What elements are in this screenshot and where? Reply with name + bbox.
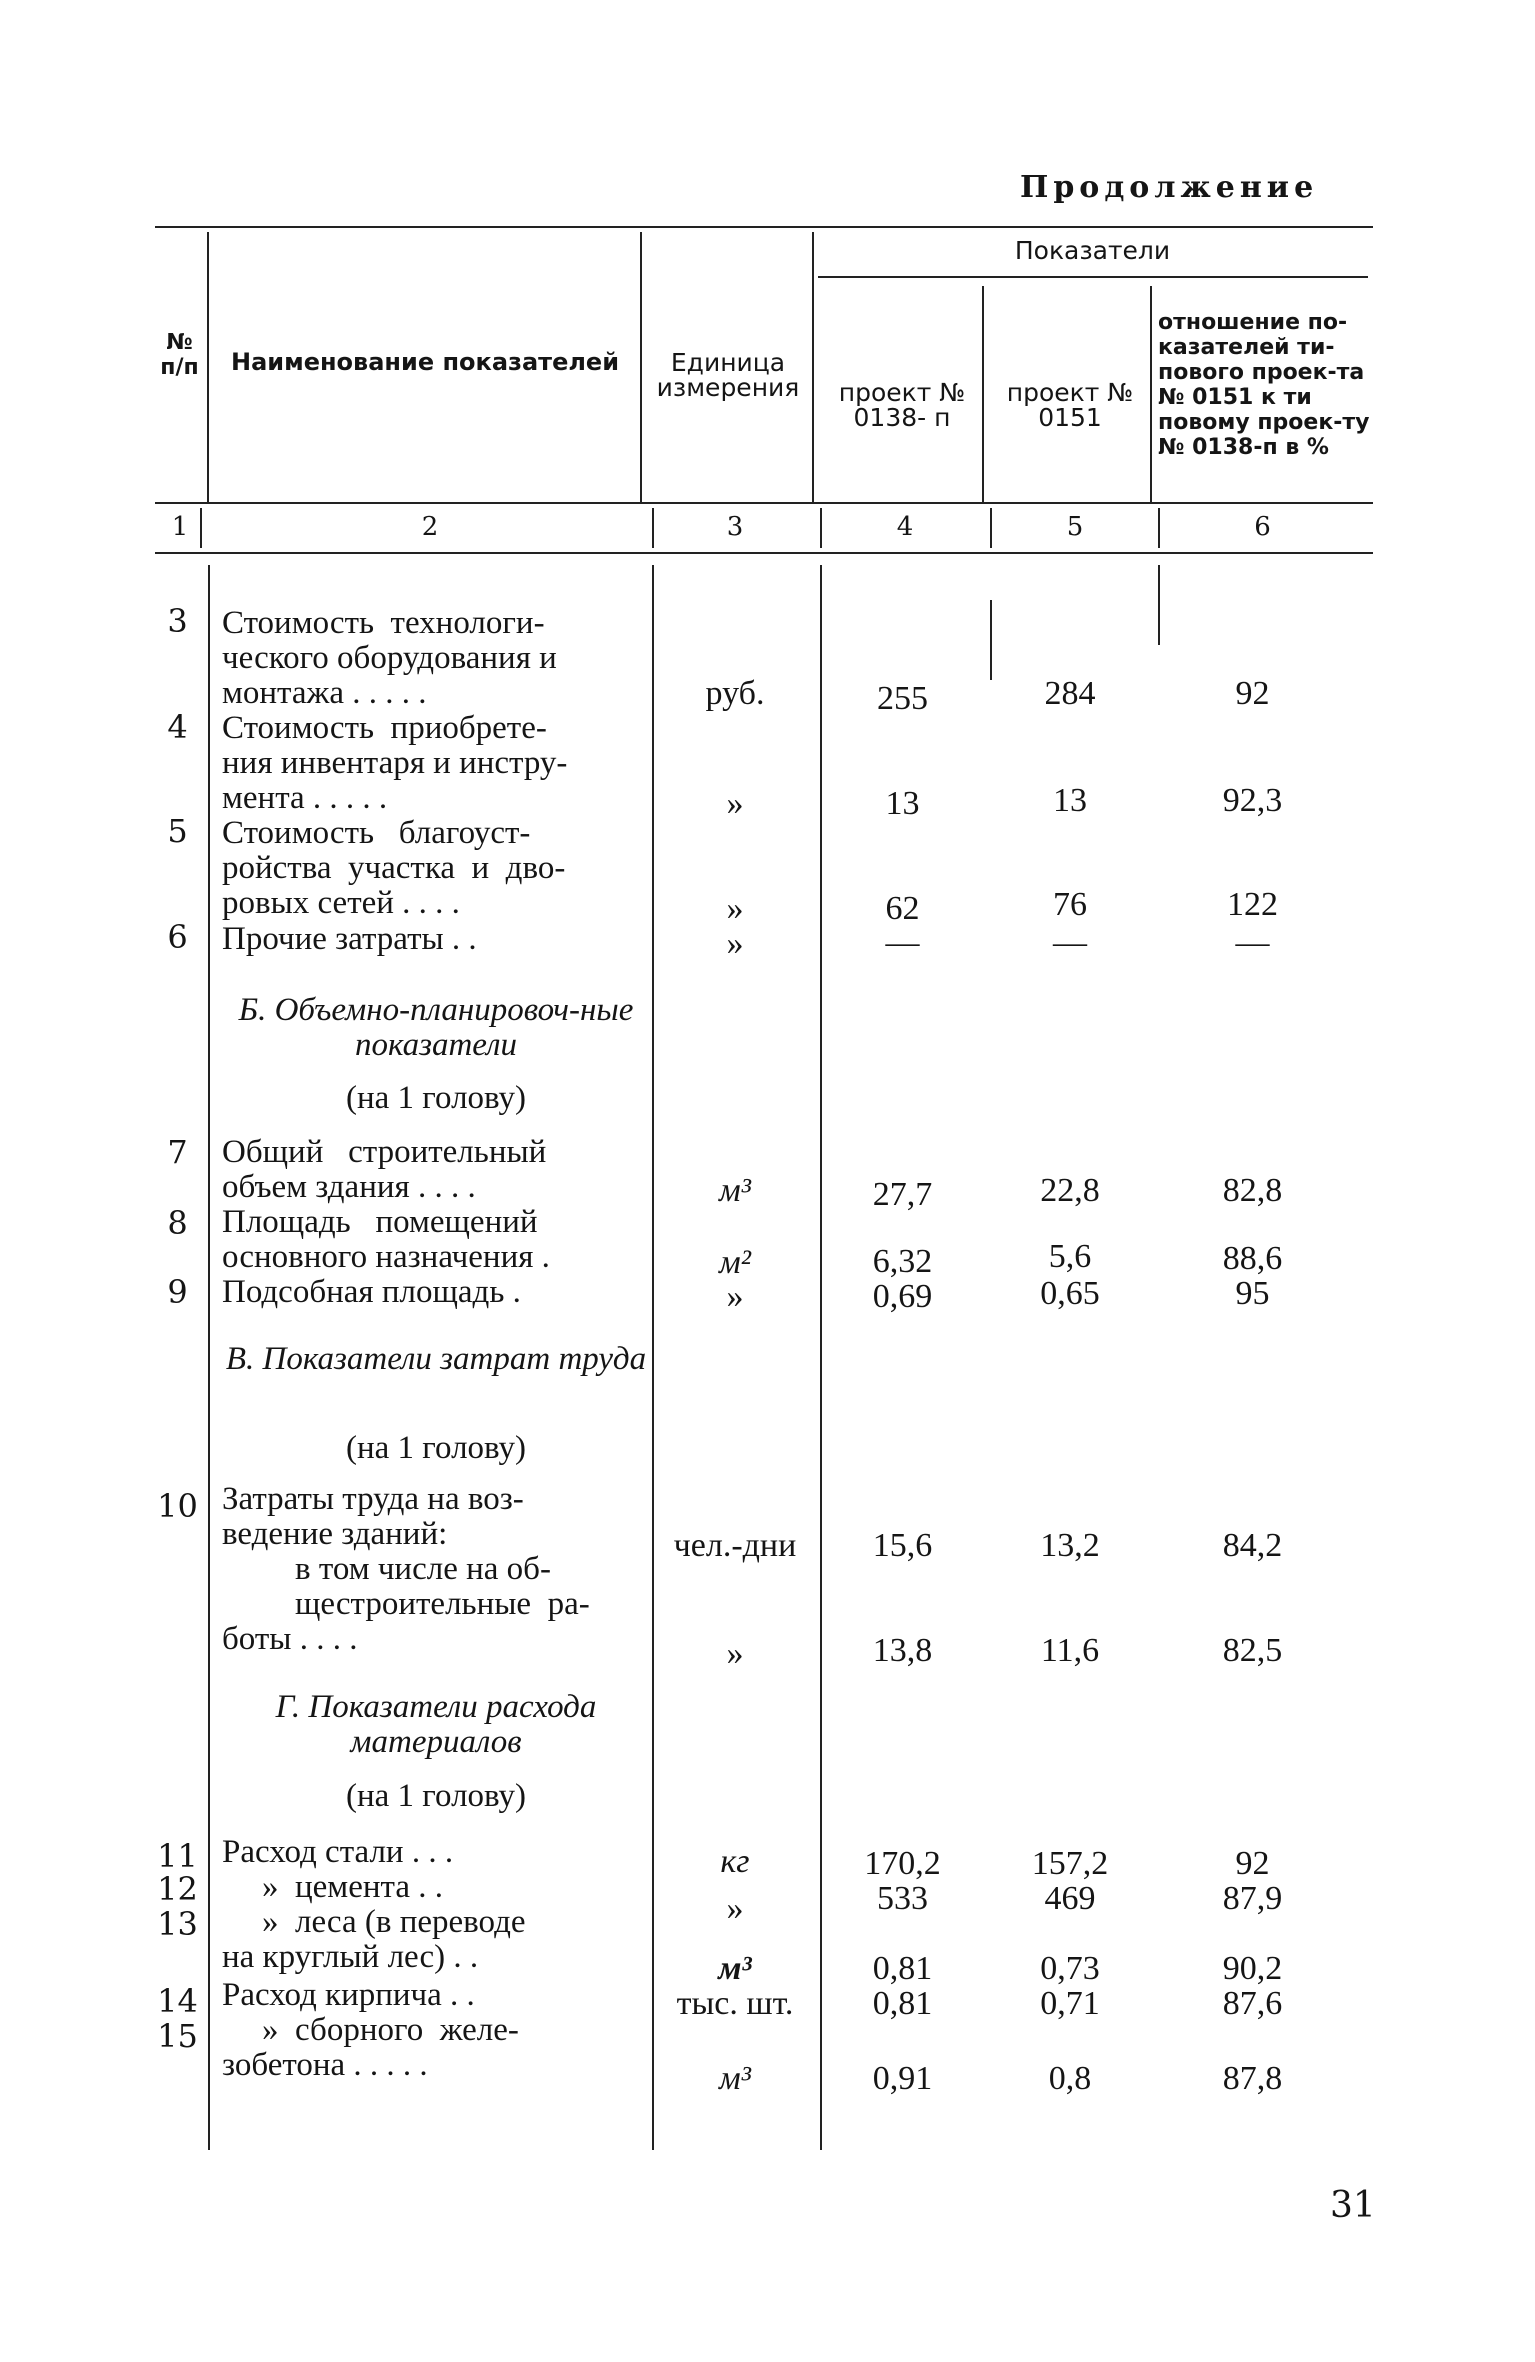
header-group: Показатели xyxy=(1014,236,1171,265)
row-label-line: боты . . . . xyxy=(222,1621,358,1657)
row-num: 13 xyxy=(157,1905,198,1943)
row-value-p1: — xyxy=(885,924,920,961)
idx-rule-1 xyxy=(200,508,202,548)
body-rule-1 xyxy=(208,565,210,2150)
row-unit: м³ xyxy=(719,1172,751,1209)
row-value-p2: — xyxy=(1053,924,1087,961)
row-label-line: » сборного желе- xyxy=(262,2012,519,2048)
row-value-p2: 0,65 xyxy=(1040,1275,1100,1312)
row-label-line: Подсобная площадь . xyxy=(222,1274,521,1310)
col-rule-3 xyxy=(812,232,814,502)
row-value-p1: 13 xyxy=(885,785,920,822)
row-unit: » xyxy=(726,1278,744,1315)
row-unit: м³ xyxy=(719,2060,751,2097)
row-unit: » xyxy=(726,785,744,822)
row-value-p2: 22,8 xyxy=(1040,1172,1100,1209)
row-num: 5 xyxy=(167,812,188,850)
row-value-ratio: 82,8 xyxy=(1222,1172,1283,1209)
page-number: 31 xyxy=(1330,2185,1376,2226)
header-p2: проект № 0151 xyxy=(1006,378,1134,432)
section-title: Г. Показатели расхода материалов xyxy=(275,1689,597,1760)
row-label-line: Прочие затраты . . xyxy=(222,921,477,957)
header-p1: проект № 0138- п xyxy=(838,378,966,432)
row-label-line: Общий строительный xyxy=(222,1134,547,1170)
row-unit: м³ xyxy=(718,1950,752,1987)
row-label-line: ческого оборудования и xyxy=(222,640,557,676)
row-num: 14 xyxy=(157,1982,198,2020)
row-unit: » xyxy=(726,890,744,927)
row-value-p1: 533 xyxy=(877,1880,928,1917)
row-value-p1: 0,81 xyxy=(872,1985,933,2022)
section-per: (на 1 голову) xyxy=(346,1778,526,1814)
header-ratio: отношение по-казателей ти-пового проек-та № 0151 к ти повому проек-ту № 0138-п в % xyxy=(1158,310,1370,460)
col-rule-1 xyxy=(207,232,209,502)
idx-rule-2 xyxy=(652,508,654,548)
row-value-ratio: 84,2 xyxy=(1222,1527,1283,1564)
row-label-line: в том числе на об- xyxy=(295,1551,551,1587)
group-rule xyxy=(818,276,1368,278)
row-value-ratio: 82,5 xyxy=(1222,1632,1283,1669)
section-title: Б. Объемно-планировоч-ные показатели xyxy=(238,992,634,1063)
row-value-p2: 11,6 xyxy=(1040,1632,1100,1669)
row-value-p1: 0,81 xyxy=(872,1950,933,1987)
row-unit: руб. xyxy=(705,675,765,712)
header-num: № п/п xyxy=(160,330,199,380)
row-label-line: Расход кирпича . . xyxy=(222,1977,475,2013)
row-value-p2: 76 xyxy=(1053,886,1087,923)
row-unit: чел.-дни xyxy=(673,1527,797,1564)
row-label-line: Площадь помещений xyxy=(222,1204,538,1240)
col-index-4: 4 xyxy=(896,512,914,542)
row-value-p1: 62 xyxy=(885,890,920,927)
row-value-p1: 6,32 xyxy=(872,1243,933,1280)
row-label-line: мента . . . . . xyxy=(222,780,388,816)
index-row-rule xyxy=(155,552,1373,554)
header-unit: Единица измерения xyxy=(656,348,800,402)
row-unit: тыс. шт. xyxy=(676,1985,794,2022)
row-unit: » xyxy=(726,925,744,962)
col-rule-5 xyxy=(1150,286,1152,502)
body-rule-4a xyxy=(990,600,992,680)
row-num: 9 xyxy=(167,1273,188,1311)
row-value-p1: 13,8 xyxy=(872,1632,933,1669)
row-value-p2: 13,2 xyxy=(1040,1527,1100,1564)
section-per: (на 1 голову) xyxy=(346,1080,526,1116)
section-per: (на 1 голову) xyxy=(346,1430,526,1466)
row-value-ratio: 87,6 xyxy=(1222,1985,1283,2022)
row-value-ratio: 88,6 xyxy=(1222,1240,1283,1277)
row-value-p1: 0,91 xyxy=(872,2060,933,2097)
idx-rule-3 xyxy=(820,508,822,548)
row-value-p2: 5,6 xyxy=(1048,1238,1092,1275)
row-value-ratio: 122 xyxy=(1227,886,1278,923)
idx-rule-4 xyxy=(990,508,992,548)
row-label-line: ния инвентаря и инстру- xyxy=(222,745,568,781)
row-label-line: объем здания . . . . xyxy=(222,1169,476,1205)
idx-rule-5 xyxy=(1158,508,1160,548)
row-num: 8 xyxy=(167,1204,188,1242)
row-unit: м² xyxy=(719,1244,751,1281)
row-value-ratio: 92 xyxy=(1235,1845,1270,1882)
row-label-line: Стоимость благоуст- xyxy=(222,815,531,851)
row-unit: » xyxy=(726,1890,744,1927)
col-index-6: 6 xyxy=(1254,512,1271,542)
row-label-line: ровых сетей . . . . xyxy=(222,885,460,921)
row-value-p2: 469 xyxy=(1044,1880,1096,1917)
row-label-line: » леса (в переводе xyxy=(262,1904,526,1940)
row-value-ratio: 90,2 xyxy=(1222,1950,1283,1987)
row-value-p2: 0,8 xyxy=(1048,2060,1092,2097)
row-label-line: основного назначения . xyxy=(222,1239,550,1275)
col-rule-2 xyxy=(640,232,642,502)
row-label-line: ведение зданий: xyxy=(222,1516,448,1552)
row-num: 12 xyxy=(157,1870,198,1908)
table-top-rule xyxy=(155,226,1373,228)
row-label-line: щестроительные ра- xyxy=(295,1586,590,1622)
row-value-p1: 255 xyxy=(877,680,928,717)
row-label-line: зобетона . . . . . xyxy=(222,2047,428,2083)
row-num: 4 xyxy=(167,708,188,746)
row-value-p2: 0,73 xyxy=(1040,1950,1100,1987)
row-label-line: на круглый лес) . . xyxy=(222,1939,479,1975)
col-index-3: 3 xyxy=(726,512,744,542)
row-value-p1: 27,7 xyxy=(872,1176,933,1213)
row-label-line: Расход стали . . . xyxy=(222,1834,454,1870)
col-index-1: 1 xyxy=(171,512,189,542)
row-value-p1: 170,2 xyxy=(864,1845,941,1882)
col-rule-4 xyxy=(982,286,984,502)
header-bottom-rule xyxy=(155,502,1373,504)
row-value-ratio: 87,8 xyxy=(1222,2060,1283,2097)
row-label-line: » цемента . . xyxy=(262,1869,443,1905)
col-index-2: 2 xyxy=(421,512,439,542)
section-title: В. Показатели затрат труда xyxy=(225,1341,647,1377)
row-label-line: Стоимость технологи- xyxy=(222,605,545,641)
row-num: 3 xyxy=(167,602,188,640)
row-label-line: Затраты труда на воз- xyxy=(222,1481,524,1517)
col-index-5: 5 xyxy=(1066,512,1084,542)
row-num: 7 xyxy=(167,1133,188,1171)
row-value-ratio: 92,3 xyxy=(1222,782,1283,819)
body-rule-5a xyxy=(1158,565,1160,645)
row-num: 6 xyxy=(167,918,188,956)
row-value-p2: 157,2 xyxy=(1031,1845,1109,1882)
row-label-line: ройства участка и дво- xyxy=(222,850,566,886)
row-value-p1: 0,69 xyxy=(872,1278,933,1315)
row-value-ratio: 92 xyxy=(1235,675,1270,712)
continuation-label: Продолжение xyxy=(1020,170,1319,205)
row-num: 11 xyxy=(157,1837,198,1875)
row-value-p2: 13 xyxy=(1053,782,1087,819)
row-value-p2: 284 xyxy=(1044,675,1096,712)
row-num: 10 xyxy=(157,1487,198,1525)
row-value-p2: 0,71 xyxy=(1040,1985,1100,2022)
row-num: 15 xyxy=(157,2017,198,2055)
row-value-ratio: 87,9 xyxy=(1222,1880,1283,1917)
header-name: Наименование показателей xyxy=(230,348,620,376)
row-value-ratio: — xyxy=(1235,924,1270,961)
row-unit: кг xyxy=(720,1843,750,1880)
row-label-line: монтажа . . . . . xyxy=(222,675,427,711)
row-label-line: Стоимость приобрете- xyxy=(222,710,547,746)
row-value-ratio: 95 xyxy=(1235,1275,1270,1312)
row-unit: » xyxy=(726,1635,744,1672)
row-value-p1: 15,6 xyxy=(872,1527,933,1564)
